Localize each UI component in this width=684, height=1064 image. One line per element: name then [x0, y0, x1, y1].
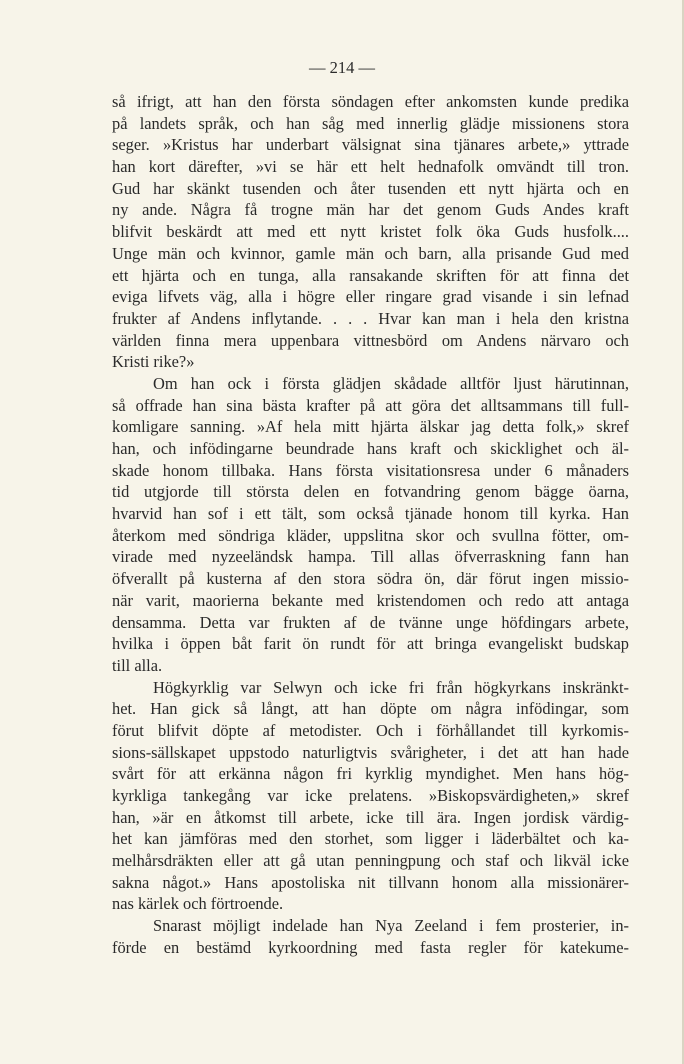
text-line: sions-sällskapet uppstodo naturligtvis svårigheter, i det att han hade	[112, 742, 629, 762]
text-line: på landets språk, och han såg med innerlig glädje missionens stora	[112, 113, 629, 133]
text-line: densamma. Detta var frukten af de tvänne unge höfdingars arbete,	[112, 612, 629, 632]
text-line: hvarvid han sof i ett tält, som också tjänade honom till kyrka. Han	[112, 504, 629, 524]
text-line: så ifrigt, att han den första söndagen efter ankomsten kunde predika	[112, 92, 629, 111]
text-line: ny ande. Några få trogne män har det genom Guds Andes kraft	[112, 200, 629, 220]
text-line: han, och infödingarne beundrade hans kraft och skicklighet och äl-	[112, 439, 629, 458]
text-line: nas kärlek och förtroende.	[112, 894, 284, 914]
text-line: kyrkliga tankegång var icke prelatens. »Biskopsvärdigheten,» skref	[112, 786, 629, 805]
text-line: skade honom tillbaka. Hans första visitationsresa under 6 månaders	[112, 460, 629, 480]
text-line: Om han ock i första glädjen skådade alltför ljust härutinnan,	[153, 373, 629, 393]
text-line: het. Han gick så långt, att han döpte om några infödingar, som	[112, 699, 629, 719]
text-line: ett hjärta och en tunga, alla ransakande skriften för att finna det	[112, 265, 629, 285]
text-line: Unge män och kvinnor, gamle män och barn, alla prisande Gud med	[112, 243, 629, 263]
text-line: het kan jämföras med den storhet, som ligger i läderbältet och ka-	[112, 829, 629, 849]
text-line: Snarast möjligt indelade han Nya Zeeland i fem prosterier, in-	[153, 916, 629, 936]
text-line: till alla.	[112, 655, 163, 675]
text-line: Gud har skänkt tusenden och åter tusenden ett nytt hjärta och en	[112, 178, 629, 198]
page-number: — 214 —	[309, 58, 375, 77]
text-line: han kort därefter, »vi se här ett helt hednafolk omvändt till tron.	[112, 157, 629, 177]
text-line: virade med nyzeeländsk hampa. Till allas öfverraskning fann han	[112, 547, 629, 567]
text-line: hvilka i öppen båt farit ön rundt för att bringa evangeliskt budskap	[112, 634, 629, 654]
text-line: förut blifvit döpte af metodister. Och i förhållandet till kyrkomis-	[112, 720, 629, 740]
text-line: så offrade han sina bästa krafter på att göra det alltsammans till full-	[112, 395, 629, 415]
text-line: seger. »Kristus har underbart välsignat sina tjänares arbete,» yttrade	[112, 135, 629, 155]
text-line: Högkyrklig var Selwyn och icke fri från högkyrkans inskränkt-	[153, 677, 629, 697]
text-line: förde en bestämd kyrkoordning med fasta regler för katekume-	[112, 937, 629, 957]
text-line: när varit, maorierna bekante med kristendomen och redo att antaga	[112, 590, 629, 610]
text-line: Kristi rike?»	[112, 352, 195, 372]
text-line: öfverallt på kusterna af den stora södra ön, där förut ingen missio-	[112, 569, 629, 589]
text-line: han, »är en åtkomst till arbete, icke till ära. Ingen jordisk värdig-	[112, 807, 629, 827]
text-line: komligare sanning. »Af hela mitt hjärta älskar jag detta folk,» skref	[112, 417, 629, 437]
text-line: sakna något.» Hans apostoliska nit tillvann honom alla missionärer-	[112, 872, 629, 892]
text-line: återkom med söndriga kläder, uppslitna skor och svullna fötter, om-	[112, 525, 629, 545]
text-line: blifvit beskärdt att med ett nytt kristet folk öka Guds husfolk....	[112, 222, 629, 242]
text-line: världen finna mera uppenbara vittnesbörd om Andens närvaro och	[112, 330, 629, 350]
text-line: frukter af Andens inflytande. . . . Hvar kan man i hela den kristna	[112, 308, 629, 328]
text-line: melhårsdräkten eller att gå utan penningpung och staf och likväl icke	[112, 851, 629, 871]
text-line: tid utgjorde till största delen en fotvandring genom bägge öarna,	[112, 482, 629, 502]
body-text	[112, 91, 629, 959]
text-line: eviga lifvets väg, alla i högre eller ringare grad visande i sin lefnad	[112, 287, 629, 307]
text-line: svårt för att erkänna någon fri kyrklig myndighet. Men hans hög-	[112, 764, 629, 784]
